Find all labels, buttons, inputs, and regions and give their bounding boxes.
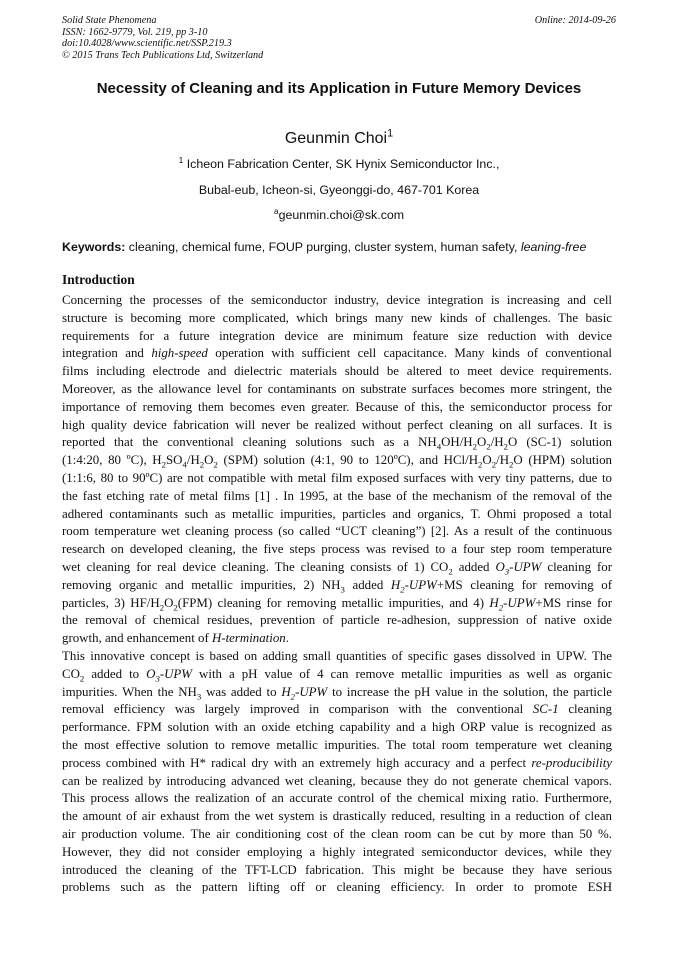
journal-doi: doi:10.4028/www.scientific.net/SSP.219.3 bbox=[62, 38, 232, 50]
journal-issn: ISSN: 1662-9779, Vol. 219, pp 3-10 bbox=[62, 26, 208, 38]
text-line: removal efficiency was largely improved in comparison with the conventional SC-1 cleaning bbox=[62, 702, 612, 717]
journal-header bbox=[62, 15, 263, 61]
text-line: the amount of air exhaust from the wet system is drastically reduced, resulting in a reduction of clean bbox=[62, 809, 612, 824]
text-line: performance. FPM solution with an oxide etching capability and a high ORP value is recognized as bbox=[62, 720, 612, 735]
text-line: can be realized by introducing advanced wet cleaning, because they do not generate chemical vapors. bbox=[62, 773, 612, 788]
text-line: adhered contaminants such as metallic impurities, particles and organics, T. Ohmi proposed a total bbox=[62, 506, 612, 521]
text-line: reported that the conventional cleaning solutions such as a $NH_4OH/H_2O_2/H_2O$ (SC-1) solution bbox=[62, 435, 612, 452]
paper-title: Necessity of Cleaning and its Application in Future Memory Devices bbox=[96, 80, 582, 97]
author bbox=[0, 127, 678, 148]
text-line: (1:1:6, 80 to 90ºC) are not compatible with metal film exposed surfaces with very tiny patterns, due to bbox=[62, 470, 612, 485]
keywords bbox=[62, 240, 586, 254]
journal-copyright: © 2015 Trans Tech Publications Ltd, Switzerland bbox=[62, 49, 264, 61]
text-line: room temperature wet cleaning process (so called “UCT cleaning”) [2]. As a result of the continuous bbox=[62, 524, 612, 539]
text-line: structure is becoming more complicated, which brings many new kinds of challenges. The basic bbox=[62, 310, 612, 325]
text-line: (1:4:20, 80 ºC), $H_2SO_4/H_2O_2$ (SPM) solution (4:1, 90 to 120ºC), and HCl/$H_2O_2/H_2O$ (HPM) solution bbox=[62, 453, 613, 470]
text-line: research on developed cleaning, the five steps process was revised to a four step room temperature bbox=[62, 542, 612, 557]
text-line: particles, 3) $HF/H_2O_2(FPM)$ cleaning for removing metallic impurities, and 4) $H_2-UPW+MS$ rinse for bbox=[62, 595, 612, 613]
text-line: wet cleaning for real device cleaning. The cleaning consists of 1) $CO_2$ added $O_3$-UPW cleaning for bbox=[62, 559, 613, 577]
text-line: the removal of chemical residues, prevention of particle re-adhesion, suppression of native oxide bbox=[62, 613, 612, 628]
affiliation-line-1: $^1$ Icheon Fabrication Center, SK Hynix Semiconductor Inc., bbox=[178, 154, 500, 171]
text-line: films including electrode and dielectric materials should be altered to meet device requirements. bbox=[62, 364, 612, 379]
keywords-terms-italic: leaning-free bbox=[520, 240, 587, 254]
text-line: impurities. When the $NH_3$ was added to $H_2$-UPW to increase the pH value in the solution, the particle bbox=[62, 684, 613, 702]
text-line: introduced the cleaning of the TFT-LCD fabrication. This might be because they have serious bbox=[62, 862, 612, 877]
text-line: importance of removing them becomes even greater. Because of this, the semiconductor process for bbox=[62, 399, 612, 414]
keywords-label: Keywords: bbox=[62, 240, 126, 254]
text-line: requirements for a future integration device are minimum feature size reduction with device bbox=[62, 328, 612, 343]
keywords-terms: cleaning, chemical fume, FOUP purging, cluster system, human safety, bbox=[125, 240, 521, 254]
text-line: $CO_2$ added to $O_3$-UPW with a pH value of 4 can remove metallic impurities as well as organic bbox=[62, 666, 612, 684]
author-email: $^a$geunmin.choi@sk.com bbox=[273, 205, 405, 222]
author-name: Geunmin Choi bbox=[284, 130, 388, 147]
introduction-body bbox=[62, 292, 612, 897]
section-heading-introduction: Introduction bbox=[62, 272, 135, 287]
text-line: process combined with H* radical dry with an extremely high accuracy and a perfect re-producibility bbox=[62, 755, 612, 770]
text-line: the fast etching rate of metal films [1] . In 1995, at the base of the mechanism of the removal of the bbox=[62, 488, 612, 503]
text-line: Concerning the processes of the semiconductor industry, device integration is increasing and cell bbox=[62, 293, 612, 307]
author-sup: 1 bbox=[387, 127, 394, 140]
online-date: Online: 2014-09-26 bbox=[534, 15, 616, 26]
text-line: the most effective solution to remove metallic impurities. The total room temperature wet cleaning bbox=[62, 737, 612, 752]
text-line: integration and high-speed operation with sufficient cell capacitance. Many kinds of conventional bbox=[62, 346, 612, 361]
text-line: This innovative concept is based on adding small quantities of specific gases dissolved in UPW. The bbox=[62, 648, 612, 663]
text-line: removing organic and metallic impurities, 2) $NH_3$ added $H_2-UPW+MS$ cleaning for removing of bbox=[62, 577, 612, 595]
affiliation-line-2: Bubal-eub, Icheon-si, Gyeonggi-do, 467-701 Korea bbox=[198, 183, 480, 197]
text-line: high quality device fabrication will never be realized without perfect cleaning on all surfaces. It is bbox=[62, 417, 612, 432]
text-line: air production volume. The air conditioning cost of the clean room can be cut by more than 50 %. bbox=[62, 826, 612, 841]
text-line: This process allows the realization of an accurate control of the chemical mixing ratio. Furthermore, bbox=[62, 791, 612, 806]
text-line: Moreover, as the allowance level for contaminants on substrate surfaces becomes more stringent, the bbox=[62, 381, 612, 396]
text-line: However, they did not consider employing a highly integrated semiconductor devices, while they bbox=[62, 844, 612, 859]
journal-name: Solid State Phenomena bbox=[62, 15, 157, 26]
text-line: growth, and enhancement of H-termination. bbox=[62, 631, 289, 646]
text-line: problems such as the pattern lifting off or cleaning efficiency. In order to promote ESH bbox=[62, 880, 612, 895]
